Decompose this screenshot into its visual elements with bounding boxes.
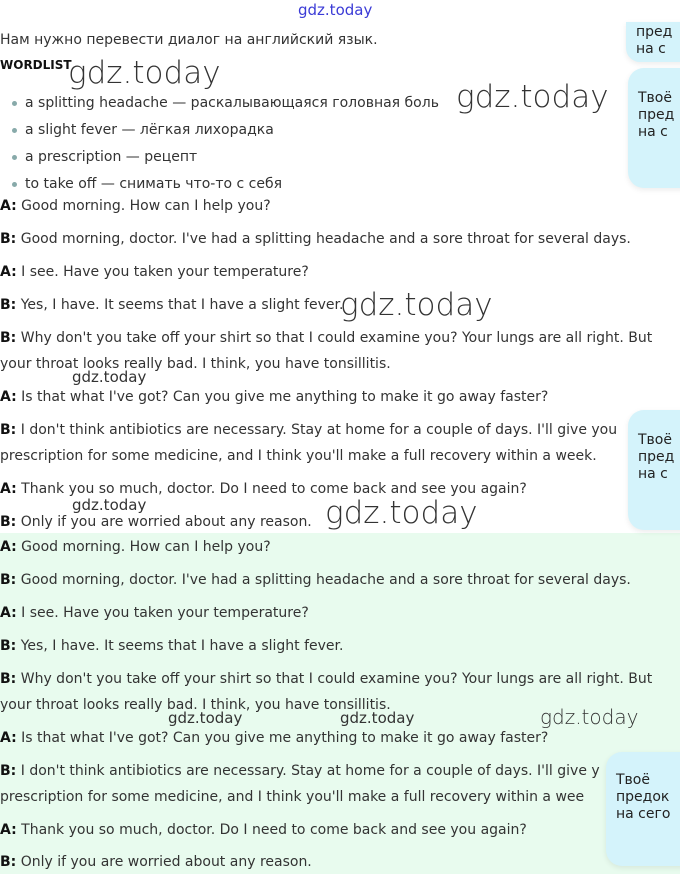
watermark: gdz.today: [540, 705, 639, 729]
wordlist-title: WORDLIST: [0, 58, 72, 72]
dialog-line-cont: your throat looks really bad. I think, you have tonsillitis.: [0, 356, 391, 372]
dialog-line: B: Why don't you take off your shirt so that I could examine you? Your lungs are all right. But: [0, 671, 653, 687]
wordlist-item: to take off — снимать что-то с себя: [12, 175, 282, 193]
watermark: gdz.today: [72, 496, 147, 514]
wordlist-item: a slight fever — лёгкая лихорадка: [12, 121, 274, 139]
dialog-line: B: Only if you are worried about any reason.: [0, 854, 312, 870]
watermark: gdz.today: [68, 55, 221, 91]
promo-bubble[interactable]: Твоё пред на с: [628, 68, 680, 188]
dialog-line: B: Yes, I have. It seems that I have a slight fever.: [0, 297, 344, 313]
bullet-icon: [12, 101, 17, 106]
dialog-line: A: Is that what I've got? Can you give me anything to make it go away faster?: [0, 730, 549, 746]
bullet-icon: [12, 155, 17, 160]
watermark-top: gdz.today: [298, 1, 373, 19]
promo-bubble[interactable]: пред на с: [626, 22, 680, 62]
dialog-line: A: Good morning. How can I help you?: [0, 198, 271, 214]
dialog-line: B: Why don't you take off your shirt so that I could examine you? Your lungs are all right. But: [0, 330, 653, 346]
bullet-icon: [12, 182, 17, 187]
dialog-line-cont: your throat looks really bad. I think, you have tonsillitis.: [0, 697, 391, 713]
dialog-line: A: I see. Have you taken your temperature?: [0, 264, 309, 280]
dialog-line: A: Is that what I've got? Can you give me anything to make it go away faster?: [0, 389, 549, 405]
dialog-line: B: I don't think antibiotics are necessary. Stay at home for a couple of days. I'll give y: [0, 763, 600, 779]
dialog-line: A: I see. Have you taken your temperature?: [0, 605, 309, 621]
dialog-line: B: Good morning, doctor. I've had a splitting headache and a sore throat for several days.: [0, 572, 631, 588]
wordlist-item: a prescription — рецепт: [12, 148, 197, 166]
promo-bubble[interactable]: Твоё пред на с: [628, 410, 680, 530]
watermark: gdz.today: [456, 79, 609, 115]
watermark: gdz.today: [325, 495, 478, 531]
intro-text: Нам нужно перевести диалог на английский язык.: [0, 32, 378, 48]
dialog-line: B: I don't think antibiotics are necessary. Stay at home for a couple of days. I'll give you: [0, 422, 618, 438]
watermark: gdz.today: [72, 368, 147, 386]
watermark: gdz.today: [340, 287, 493, 323]
dialog-line: A: Good morning. How can I help you?: [0, 539, 271, 555]
dialog-line: A: Thank you so much, doctor. Do I need to come back and see you again?: [0, 481, 527, 497]
wordlist-item: a splitting headache — раскалывающаяся головная боль: [12, 94, 439, 112]
watermark: gdz.today: [168, 709, 243, 727]
bullet-icon: [12, 128, 17, 133]
dialog-line-cont: prescription for some medicine, and I think you'll make a full recovery within a week.: [0, 448, 597, 464]
promo-bubble[interactable]: Твоё предок на сего: [606, 752, 680, 866]
dialog-line: A: Thank you so much, doctor. Do I need to come back and see you again?: [0, 822, 527, 838]
dialog-line: B: Good morning, doctor. I've had a splitting headache and a sore throat for several days.: [0, 231, 631, 247]
dialog-line: B: Yes, I have. It seems that I have a slight fever.: [0, 638, 344, 654]
watermark: gdz.today: [340, 709, 415, 727]
dialog-line: B: Only if you are worried about any reason.: [0, 514, 312, 530]
dialog-line-cont: prescription for some medicine, and I think you'll make a full recovery within a wee: [0, 789, 585, 805]
